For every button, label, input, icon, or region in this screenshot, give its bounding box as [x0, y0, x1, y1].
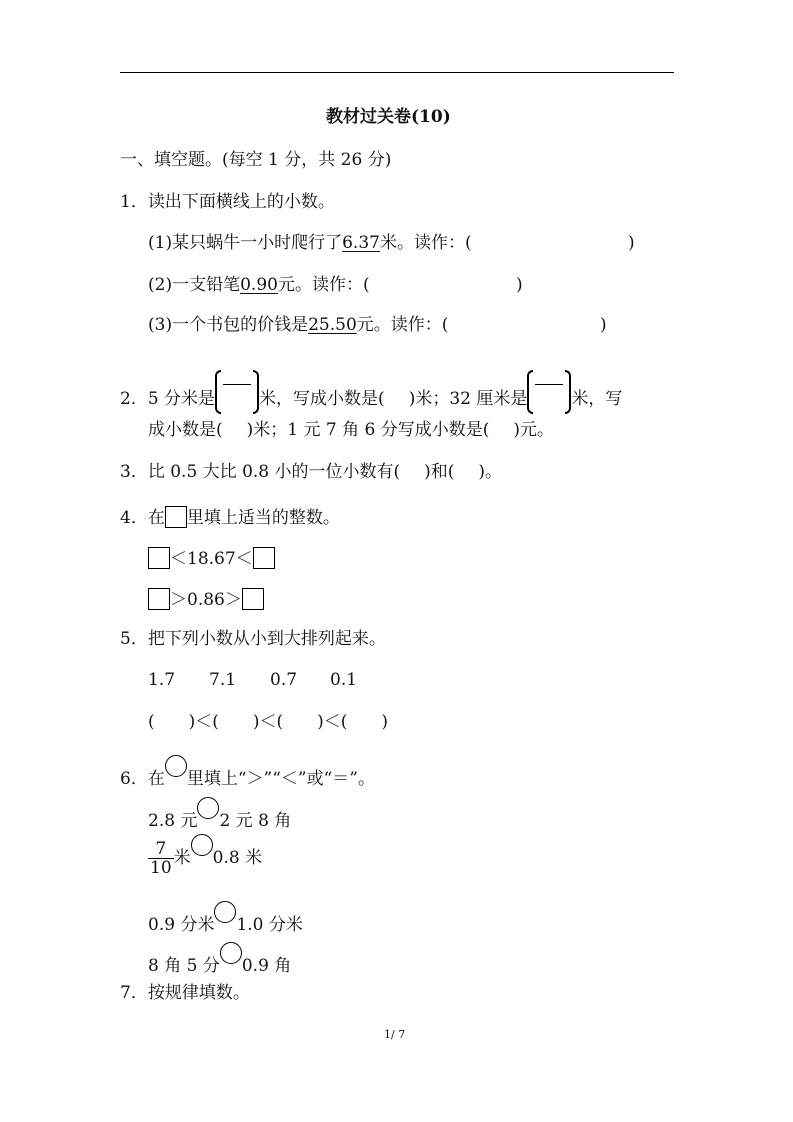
q6-r4-right: 0.9 角 [241, 956, 292, 976]
q5-number-3: 0.7 [270, 670, 298, 690]
answer-box[interactable] [148, 588, 170, 610]
q4-r1-text: ＜18.67＜ [170, 549, 253, 569]
q6-r3-right: 1.0 分米 [236, 915, 303, 935]
question-4-row-1 [148, 547, 275, 570]
q6-r2-right: 0.8 米 [212, 848, 263, 868]
q1c-text: (3)一个书包的价钱是 [148, 315, 309, 335]
answer-box[interactable] [253, 547, 275, 569]
question-7-stem: 7．按规律填数。 [120, 983, 250, 1003]
answer-box[interactable] [148, 547, 170, 569]
q6-row-2 [148, 834, 262, 878]
fraction-blank-1[interactable] [215, 370, 259, 414]
q2-text-2: 米，写成小数是( [259, 389, 385, 409]
q3-text-b: )和( [424, 462, 455, 482]
square-box-icon [165, 506, 187, 528]
q6-r3-left: 0.9 分米 [148, 915, 215, 935]
question-2-line2 [148, 419, 554, 441]
q2-line2-b: )米；1 元 7 角 6 分写成小数是( [246, 420, 490, 440]
q3-text-a: 3．比 0.5 大比 0.8 小的一位小数有( [120, 462, 401, 482]
q1c-number: 25.50 [308, 315, 357, 335]
q2-line2-a: 成小数是( [148, 420, 223, 440]
q6-r1-left: 2.8 元 [148, 811, 198, 831]
question-1-b [148, 274, 370, 296]
q4-pre: 4．在 [120, 508, 165, 528]
q1b-post: 元。读作：( [277, 275, 370, 295]
fraction-blank-2[interactable] [527, 370, 571, 414]
compare-circle[interactable] [197, 797, 219, 819]
question-1-stem: 1．读出下面横线上的小数。 [120, 192, 335, 212]
q6-r4-left: 8 角 5 分 [148, 956, 220, 976]
question-5-stem: 5．把下列小数从小到大排列起来。 [120, 629, 386, 649]
question-4-stem [120, 506, 340, 529]
page-title: 教材过关卷(10) [326, 107, 451, 127]
q1a-text: (1)某只蜗牛一小时爬行了 [148, 233, 343, 253]
compare-circle[interactable] [220, 942, 242, 964]
compare-circle[interactable] [214, 901, 236, 923]
q5-answer-line[interactable]: ( )＜( )＜( )＜( ) [148, 712, 389, 732]
question-1-c [148, 314, 448, 336]
q1a-number: 6.37 [342, 233, 380, 253]
question-2-line1 [120, 370, 622, 421]
q6-row-1 [148, 797, 291, 832]
circle-icon [165, 755, 187, 777]
q6-post: 里填上“＞”“＜”或“＝”。 [186, 769, 375, 789]
question-4-row-2 [148, 588, 264, 611]
compare-circle[interactable] [191, 834, 213, 856]
question-3 [120, 461, 502, 483]
q6-row-3 [148, 901, 303, 936]
q1c-close[interactable]: ) [600, 315, 607, 335]
q6-r1-right: 2 元 8 角 [219, 811, 292, 831]
fraction-numerator: 7 [148, 840, 174, 859]
q6-row-4 [148, 942, 291, 977]
q2-text-4: 米，写 [571, 389, 623, 409]
q5-number-1: 1.7 [148, 670, 176, 690]
question-1-a [148, 232, 472, 254]
q3-text-c: )。 [478, 462, 503, 482]
q2-text-1: 2．5 分米是 [120, 389, 216, 409]
q1a-post: 米。读作：( [379, 233, 472, 253]
q4-post: 里填上适当的整数。 [186, 508, 340, 528]
fraction-7-10 [148, 840, 174, 877]
header-rule [120, 72, 674, 73]
answer-box[interactable] [242, 588, 264, 610]
q5-number-2: 7.1 [209, 670, 237, 690]
q4-r2-text: ＞0.86＞ [170, 590, 242, 610]
section-heading: 一、填空题。(每空 1 分，共 26 分) [120, 150, 392, 170]
question-6-stem [120, 755, 375, 790]
q6-r2-unit: 米 [173, 848, 191, 868]
q2-text-3: )米；32 厘米是 [408, 389, 528, 409]
q1a-close[interactable]: ) [628, 233, 635, 253]
q6-pre: 6．在 [120, 769, 165, 789]
fraction-denominator: 10 [150, 858, 172, 878]
q1b-close[interactable]: ) [516, 275, 523, 295]
page-number: 1/ 7 [384, 1028, 406, 1041]
q5-number-4: 0.1 [330, 670, 358, 690]
q2-line2-c: )元。 [513, 420, 555, 440]
q1b-text: (2)一支铅笔 [148, 275, 241, 295]
q1b-number: 0.90 [240, 275, 278, 295]
q1c-post: 元。读作：( [356, 315, 449, 335]
